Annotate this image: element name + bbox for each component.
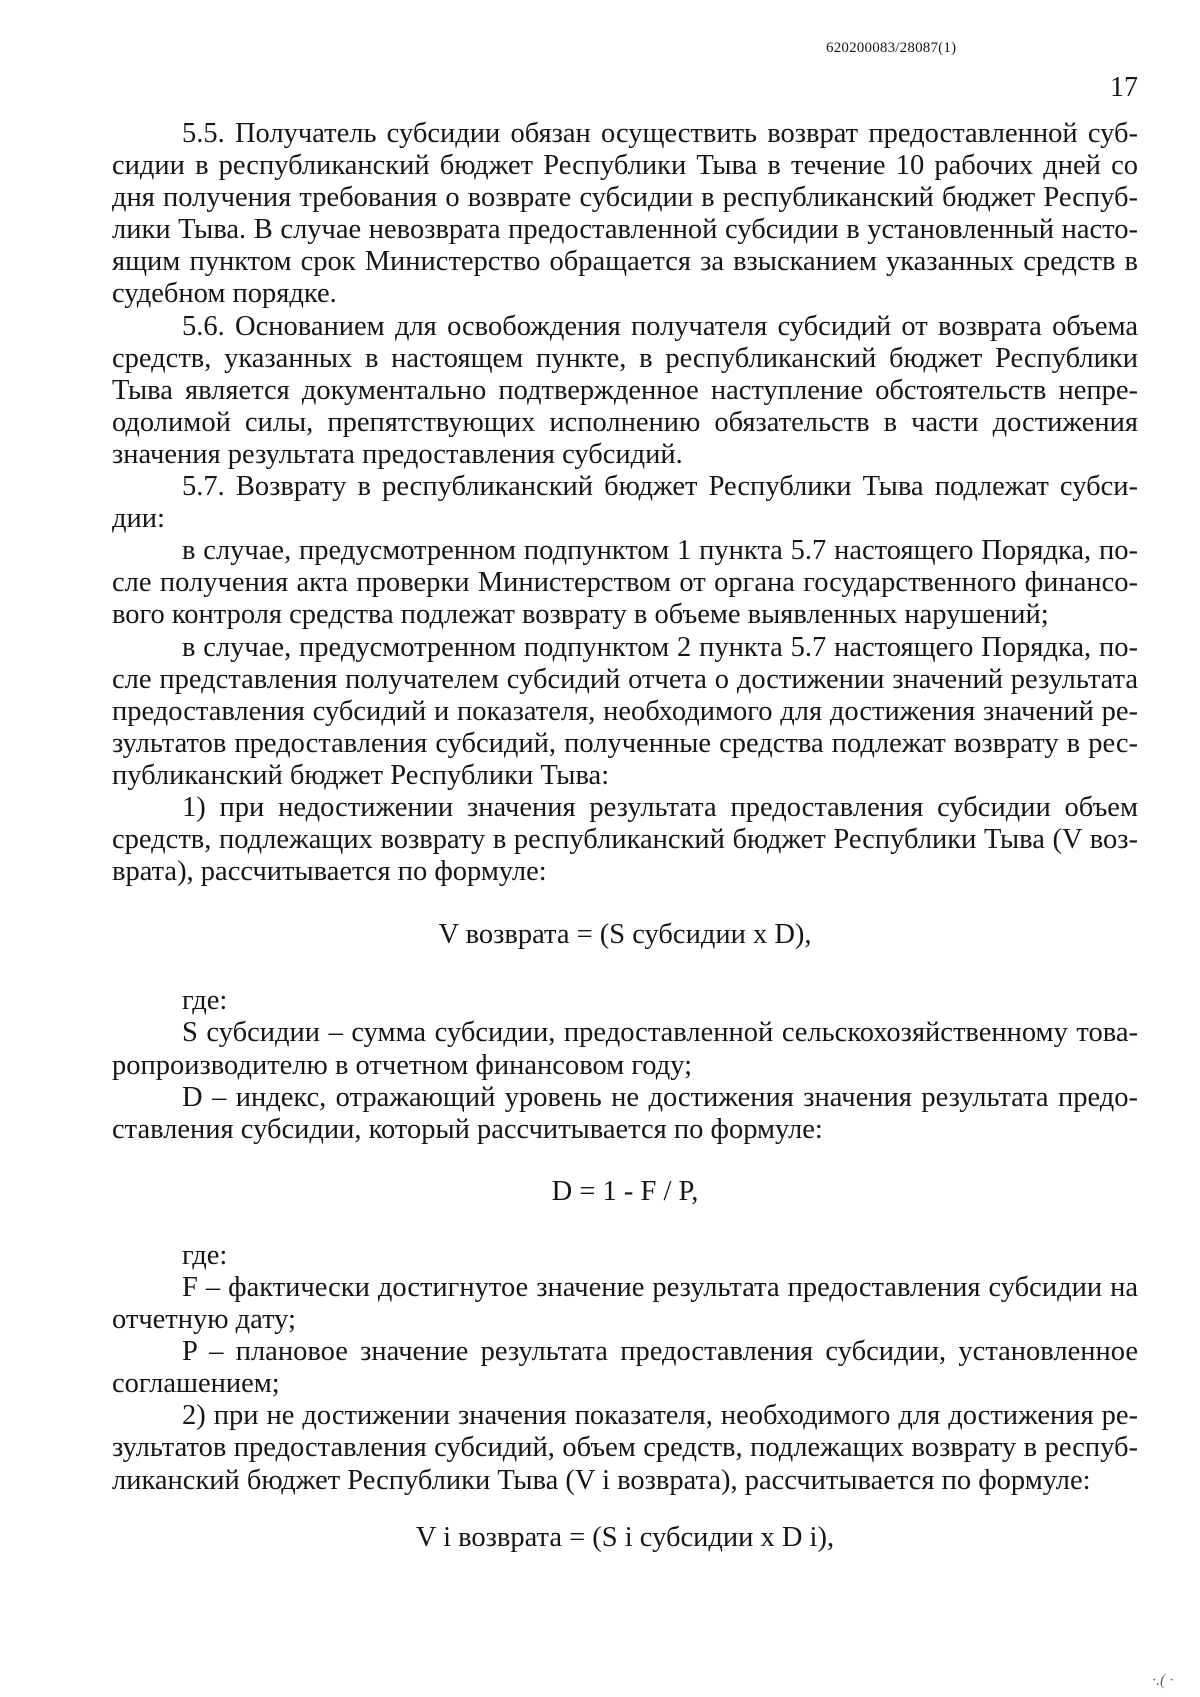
paragraph-5-7: 5.7. Возврату в республиканский бюджет Республики Тыва подлежат субсидии: [112,471,1138,535]
document-registration-code: 620200083/28087(1) [826,40,957,56]
scan-corner-mark: ·.( · [1152,1672,1174,1689]
page-number: 17 [1110,72,1138,103]
definition-p-planned: P – плановое значение результата предоставления субсидии, установленное соглашением; [112,1336,1138,1400]
where-label-1: где: [182,985,228,1017]
paragraph-5-6: 5.6. Основанием для освобождения получателя субсидий от возврата объема средств, указанных в настоящем пункте, в республиканский бюджет Республики Тыва является документально подтвержденное наступление обстоятельств непреодолимой силы, препятствующих исполнению обязательств в части достижения значения результата предоставления субсидий. [112,310,1138,470]
paragraph-case-2: в случае, предусмотренном подпунктом 2 пункта 5.7 настоящего Порядка, после представления получателем субсидий отчета о достижении значений результата предоставления субсидий и показателя, необходимого для достижения значений результатов предоставления субсидий, полученные средства подлежат возврату в республиканский бюджет Республики Тыва: [112,631,1138,791]
paragraph-item-1: 1) при недостижении значения результата предоставления субсидии объем средств, подлежащих возврату в республиканский бюджет Республики Тыва (V возврата), рассчитывается по формуле: [112,791,1138,888]
where-label-2: где: [182,1239,228,1271]
definition-f-actual: F – фактически достигнутое значение результата предоставления субсидии на отчетную дату; [112,1272,1138,1336]
definition-d-index: D – индекс, отражающий уровень не достижения значения результата предоставления субсидии, который рассчитывается по формуле: [112,1081,1138,1145]
definition-s-subsidy: S субсидии – сумма субсидии, предоставленной сельскохозяйственному товаропроизводителю в отчетном финансовом году; [112,1017,1138,1081]
formula-vi-return: V i возврата = (S i субсидии x D i), [415,1521,835,1553]
paragraph-item-2: 2) при не достижении значения показателя, необходимого для достижения результатов предоставления субсидий, объем средств, подлежащих возврату в республиканский бюджет Республики Тыва (V i возврата), рассчитывается по формуле: [112,1400,1138,1496]
document-body [112,118,1138,1554]
formula-v-return: V возврата = (S субсидии x D), [438,919,812,951]
formula-d-index: D = 1 - F / P, [551,1175,699,1207]
paragraph-5-5: 5.5. Получатель субсидии обязан осуществить возврат предоставленной субсидии в республиканский бюджет Республики Тыва в течение 10 рабочих дней со дня получения требования о возврате субсидии в республиканский бюджет Республики Тыва. В случае невозврата предоставленной субсидии в установленный настоящим пунктом срок Министерство обращается за взысканием указанных средств в судебном порядке. [112,118,1138,310]
paragraph-case-1: в случае, предусмотренном подпунктом 1 пункта 5.7 настоящего Порядка, после получения акта проверки Министерством от органа государственного финансового контроля средства подлежат возврату в объеме выявленных нарушений; [112,535,1138,631]
